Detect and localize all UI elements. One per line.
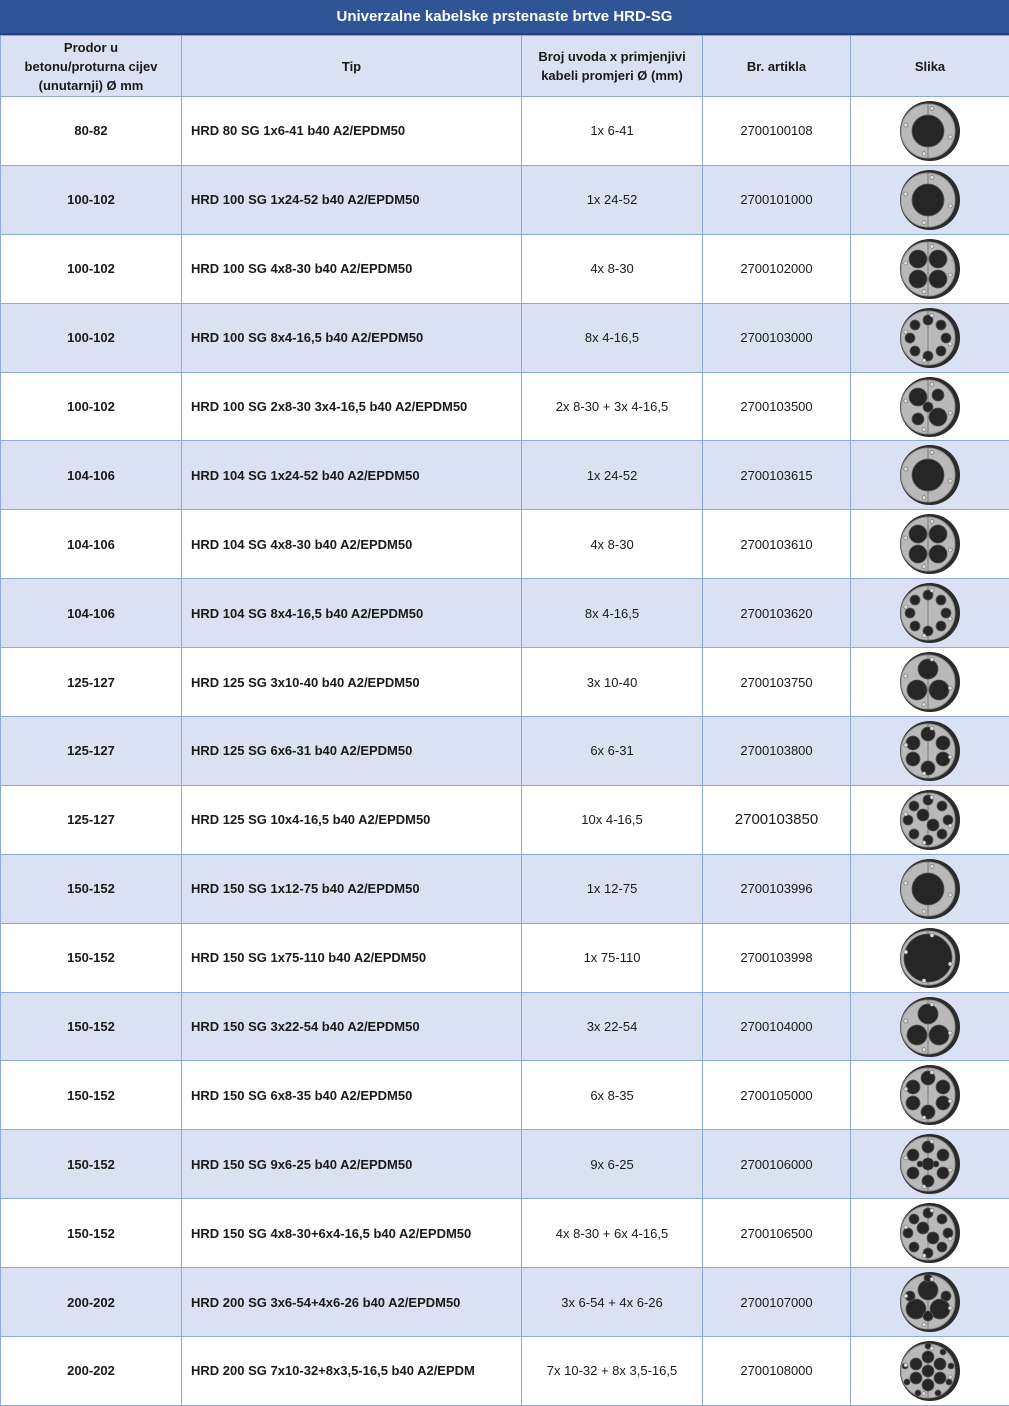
tip-cell: HRD 104 SG 8x4-16,5 b40 A2/EPDM50: [182, 579, 522, 648]
prodor-cell: 104-106: [1, 579, 182, 648]
table-title: Univerzalne kabelske prstenaste brtve HRD-SG: [0, 0, 1009, 35]
broj-cell: 1x 6-41: [522, 97, 703, 166]
artikl-cell: 2700107000: [703, 1268, 851, 1337]
table-row: [1, 1268, 1009, 1337]
prodor-cell: 200-202: [1, 1268, 182, 1337]
table-row: [1, 97, 1009, 166]
prodor-cell: 125-127: [1, 648, 182, 717]
table-row: [1, 1130, 1009, 1199]
table-row: [1, 1337, 1009, 1406]
broj-cell: 1x 12-75: [522, 854, 703, 923]
table-row: [1, 1061, 1009, 1130]
seal-1-large-hole-icon: [898, 926, 962, 990]
image-cell: [851, 1337, 1009, 1406]
prodor-cell: 100-102: [1, 372, 182, 441]
prodor-cell: 150-152: [1, 1130, 182, 1199]
artikl-cell: 2700106500: [703, 1199, 851, 1268]
table-row: [1, 165, 1009, 234]
artikl-cell: 2700103998: [703, 923, 851, 992]
broj-cell: 1x 24-52: [522, 441, 703, 510]
artikl-cell: 2700103000: [703, 303, 851, 372]
prodor-cell: 104-106: [1, 510, 182, 579]
prodor-cell: 150-152: [1, 1061, 182, 1130]
artikl-cell: 2700105000: [703, 1061, 851, 1130]
tip-cell: HRD 200 SG 7x10-32+8x3,5-16,5 b40 A2/EPDM: [182, 1337, 522, 1406]
seal-10-hole-icon: [898, 1201, 962, 1265]
table-body: [1, 97, 1009, 1406]
header-slika: Slika: [851, 36, 1009, 97]
image-cell: [851, 648, 1009, 717]
image-cell: [851, 785, 1009, 854]
prodor-cell: 104-106: [1, 441, 182, 510]
image-cell: [851, 717, 1009, 786]
prodor-cell: 100-102: [1, 303, 182, 372]
tip-cell: HRD 104 SG 4x8-30 b40 A2/EPDM50: [182, 510, 522, 579]
table-row: [1, 992, 1009, 1061]
tip-cell: HRD 100 SG 2x8-30 3x4-16,5 b40 A2/EPDM50: [182, 372, 522, 441]
artikl-cell: 2700102000: [703, 234, 851, 303]
tip-cell: HRD 150 SG 9x6-25 b40 A2/EPDM50: [182, 1130, 522, 1199]
tip-cell: HRD 100 SG 1x24-52 b40 A2/EPDM50: [182, 165, 522, 234]
image-cell: [851, 1130, 1009, 1199]
artikl-cell: 2700106000: [703, 1130, 851, 1199]
seal-4-hole-icon: [898, 512, 962, 576]
image-cell: [851, 372, 1009, 441]
table-row: [1, 579, 1009, 648]
broj-cell: 4x 8-30: [522, 234, 703, 303]
table-row: [1, 234, 1009, 303]
image-cell: [851, 165, 1009, 234]
table-row: [1, 303, 1009, 372]
seal-1-hole-icon: [898, 443, 962, 507]
seal-8-hole-icon: [898, 581, 962, 645]
artikl-cell: 2700103615: [703, 441, 851, 510]
artikl-cell: 2700103996: [703, 854, 851, 923]
image-cell: [851, 579, 1009, 648]
image-cell: [851, 510, 1009, 579]
tip-cell: HRD 200 SG 3x6-54+4x6-26 b40 A2/EPDM50: [182, 1268, 522, 1337]
artikl-cell: 2700103610: [703, 510, 851, 579]
prodor-cell: 100-102: [1, 165, 182, 234]
artikl-cell: 2700103800: [703, 717, 851, 786]
seal-1-hole-icon: [898, 168, 962, 232]
broj-cell: 4x 8-30: [522, 510, 703, 579]
table-row: [1, 372, 1009, 441]
seal-8-hole-icon: [898, 306, 962, 370]
seal-4-hole-icon: [898, 237, 962, 301]
seal-3-hole-icon: [898, 650, 962, 714]
image-cell: [851, 234, 1009, 303]
tip-cell: HRD 150 SG 1x75-110 b40 A2/EPDM50: [182, 923, 522, 992]
seal-15-hole-icon: [898, 1339, 962, 1403]
image-cell: [851, 992, 1009, 1061]
broj-cell: 9x 6-25: [522, 1130, 703, 1199]
artikl-cell: 2700103850: [703, 785, 851, 854]
seal-1-hole-icon: [898, 857, 962, 921]
seal-5-hole-icon: [898, 375, 962, 439]
tip-cell: HRD 100 SG 8x4-16,5 b40 A2/EPDM50: [182, 303, 522, 372]
image-cell: [851, 303, 1009, 372]
image-cell: [851, 1199, 1009, 1268]
broj-cell: 1x 75-110: [522, 923, 703, 992]
seal-3-hole-icon: [898, 995, 962, 1059]
seal-1-hole-icon: [898, 99, 962, 163]
table-row: [1, 441, 1009, 510]
product-table: [0, 35, 1009, 1406]
tip-cell: HRD 150 SG 3x22-54 b40 A2/EPDM50: [182, 992, 522, 1061]
image-cell: [851, 923, 1009, 992]
tip-cell: HRD 125 SG 10x4-16,5 b40 A2/EPDM50: [182, 785, 522, 854]
artikl-cell: 2700103750: [703, 648, 851, 717]
prodor-cell: 100-102: [1, 234, 182, 303]
header-prodor: Prodor u betonu/proturna cijev (unutarnji) Ø mm: [1, 36, 182, 97]
artikl-cell: 2700100108: [703, 97, 851, 166]
seal-10-hole-icon: [898, 788, 962, 852]
table-row: [1, 717, 1009, 786]
artikl-cell: 2700103620: [703, 579, 851, 648]
tip-cell: HRD 150 SG 1x12-75 b40 A2/EPDM50: [182, 854, 522, 923]
tip-cell: HRD 150 SG 6x8-35 b40 A2/EPDM50: [182, 1061, 522, 1130]
image-cell: [851, 1061, 1009, 1130]
prodor-cell: 125-127: [1, 785, 182, 854]
table-row: [1, 510, 1009, 579]
table-row: [1, 785, 1009, 854]
broj-cell: 3x 6-54 + 4x 6-26: [522, 1268, 703, 1337]
tip-cell: HRD 100 SG 4x8-30 b40 A2/EPDM50: [182, 234, 522, 303]
broj-cell: 1x 24-52: [522, 165, 703, 234]
broj-cell: 8x 4-16,5: [522, 579, 703, 648]
broj-cell: 10x 4-16,5: [522, 785, 703, 854]
table-row: [1, 648, 1009, 717]
image-cell: [851, 441, 1009, 510]
broj-cell: 8x 4-16,5: [522, 303, 703, 372]
artikl-cell: 2700101000: [703, 165, 851, 234]
tip-cell: HRD 80 SG 1x6-41 b40 A2/EPDM50: [182, 97, 522, 166]
image-cell: [851, 97, 1009, 166]
seal-7-hole-icon: [898, 1270, 962, 1334]
prodor-cell: 150-152: [1, 854, 182, 923]
seal-9-hole-icon: [898, 1132, 962, 1196]
broj-cell: 3x 22-54: [522, 992, 703, 1061]
broj-cell: 7x 10-32 + 8x 3,5-16,5: [522, 1337, 703, 1406]
artikl-cell: 2700108000: [703, 1337, 851, 1406]
artikl-cell: 2700104000: [703, 992, 851, 1061]
prodor-cell: 200-202: [1, 1337, 182, 1406]
prodor-cell: 150-152: [1, 923, 182, 992]
tip-cell: HRD 150 SG 4x8-30+6x4-16,5 b40 A2/EPDM50: [182, 1199, 522, 1268]
prodor-cell: 125-127: [1, 717, 182, 786]
table-row: [1, 923, 1009, 992]
prodor-cell: 150-152: [1, 1199, 182, 1268]
header-artikl: Br. artikla: [703, 36, 851, 97]
tip-cell: HRD 125 SG 3x10-40 b40 A2/EPDM50: [182, 648, 522, 717]
table-row: [1, 1199, 1009, 1268]
broj-cell: 4x 8-30 + 6x 4-16,5: [522, 1199, 703, 1268]
artikl-cell: 2700103500: [703, 372, 851, 441]
seal-6-hole-icon: [898, 719, 962, 783]
table-row: [1, 854, 1009, 923]
broj-cell: 6x 6-31: [522, 717, 703, 786]
broj-cell: 6x 8-35: [522, 1061, 703, 1130]
prodor-cell: 150-152: [1, 992, 182, 1061]
image-cell: [851, 854, 1009, 923]
image-cell: [851, 1268, 1009, 1337]
seal-6-hole-icon: [898, 1063, 962, 1127]
header-row: [1, 36, 1009, 97]
broj-cell: 3x 10-40: [522, 648, 703, 717]
header-broj: Broj uvoda x primjenjivi kabeli promjeri Ø (mm): [522, 36, 703, 97]
header-tip: Tip: [182, 36, 522, 97]
tip-cell: HRD 104 SG 1x24-52 b40 A2/EPDM50: [182, 441, 522, 510]
prodor-cell: 80-82: [1, 97, 182, 166]
broj-cell: 2x 8-30 + 3x 4-16,5: [522, 372, 703, 441]
tip-cell: HRD 125 SG 6x6-31 b40 A2/EPDM50: [182, 717, 522, 786]
